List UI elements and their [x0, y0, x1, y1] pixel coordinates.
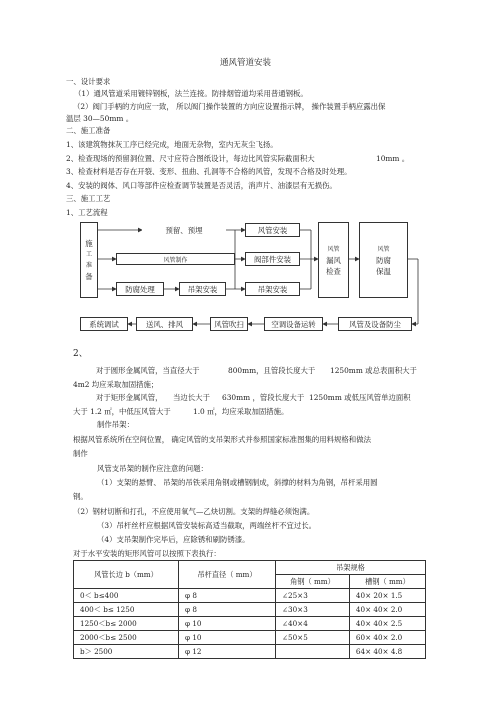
round-duct-text-c: 1250mm 或总表面积大于 — [330, 366, 417, 375]
cell-rod: φ 8 — [179, 589, 276, 603]
flow-box-dustproof: 风管及设备防尘 — [338, 317, 412, 331]
prep-item-2: 2、检查现场的预留洞位置、尺寸应符合图纸设计，每边比风管实际截面积大 — [66, 154, 315, 163]
cell-rod: φ 10 — [179, 631, 276, 645]
flow-insul-line-1: 风管 — [377, 245, 390, 253]
cell-angle: ∠25×3 — [276, 589, 350, 603]
design-item-2: （2）阀门手柄的方向应一致， 所以阀门操作装置的方向应设置指示牌， 操作装置手柄应露出保 — [73, 102, 386, 111]
cell-channel: 64× 40× 4.8 — [349, 645, 425, 659]
flow-box-hanger-install: 吊架安装 — [245, 282, 300, 296]
section-heading-process: 三、施工工艺 — [66, 194, 111, 203]
section-2-number: 2、 — [73, 349, 88, 359]
design-item-1: （1）通风管道采用镀锌钢板，法兰连接。防排烟管道均采用普通钢板。 — [74, 89, 308, 98]
flow-box-embed: 预留、预埋 — [142, 223, 226, 238]
flow-box-duct-install: 风管安装 — [245, 223, 300, 237]
flow-prep-char-3: 准 — [85, 262, 92, 269]
prep-item-2-tail: 10mm 。 — [376, 154, 410, 163]
table-row — [74, 631, 426, 645]
cell-edge: 400＜ b≤ 1250 — [74, 603, 179, 617]
cell-channel: 60× 40× 2.0 — [349, 631, 425, 645]
header-angle-steel: 角钢（ mm） — [276, 575, 350, 589]
flow-prep-char-2: 工 — [85, 251, 92, 258]
flow-prep-char-1: 施 — [85, 239, 93, 248]
note-2: （2）钢材切断和打孔，不应使用氧气—乙炔切割。支架的焊缝必须饱满。 — [73, 507, 315, 516]
cell-angle: ∠30×3 — [276, 603, 350, 617]
section-heading-prep: 二、施工准备 — [66, 126, 111, 135]
cell-angle — [276, 645, 350, 659]
cell-rod: φ 12 — [179, 645, 276, 659]
notes-heading: 风管支吊架的制作应注意的问题： — [97, 464, 208, 473]
flow-box-anticorrosion: 防腐处理 — [116, 282, 164, 296]
rect-duct-text-e: 大于 1.2 ㎡，中低压风管大于 — [73, 407, 171, 416]
table-row — [74, 603, 426, 617]
cell-channel: 40× 20× 1.5 — [349, 589, 425, 603]
cell-angle: ∠40×4 — [276, 617, 350, 631]
cell-edge: 0＜ b≤400 — [74, 589, 179, 603]
note-3: （3）吊杆丝杆应根据风管安装标高适当截取，两端丝杆不宜过长。 — [97, 521, 317, 530]
table-row — [74, 645, 426, 659]
hanger-heading: 制作吊架： — [97, 420, 134, 429]
header-long-edge: 风管长边 b（mm） — [74, 561, 179, 589]
note-1a: （1）支架的悬臂、 吊架的吊铁采用角钢或槽钢制成，斜撑的材料为角钢，吊杆采用圆 — [97, 478, 378, 487]
cell-edge: 1250＜b≤ 2000 — [74, 617, 179, 631]
cell-rod: φ 8 — [179, 603, 276, 617]
flow-box-hanger: 吊架安装 — [179, 282, 226, 296]
round-duct-text-b: 800mm，且管段长度大于 — [228, 366, 316, 375]
table-row — [74, 589, 426, 603]
rect-duct-text-a: 对于矩形金属风管， — [96, 393, 163, 402]
round-duct-text-a: 对于圆形金属风管，当直径大于 — [96, 366, 200, 375]
table-row — [74, 617, 426, 631]
flow-insul-line-3: 保温 — [376, 266, 391, 276]
prep-item-1: 1、该建筑物抹灰工序已经完成，地面无杂物，室内无灰尘飞扬。 — [66, 140, 278, 149]
rect-duct-text-b: 当边长大于 — [173, 393, 210, 402]
rect-duct-text-f: 1.0 ㎡，均应采取加固措施。 — [193, 407, 289, 416]
note-1b: 钢。 — [73, 492, 88, 501]
hanger-para-a: 根据风管系统所在空间位置， 确定风管的支吊架形式并参照国家标准图集的用料规格和做法 — [73, 435, 371, 444]
flow-box-debug: 系统调试 — [80, 317, 128, 331]
cell-channel: 40× 40× 2.0 — [349, 603, 425, 617]
note-5: 对于水平安装的矩形风管可以按照下表执行： — [73, 549, 221, 558]
flow-leak-line-1: 风管 — [327, 245, 340, 253]
flow-leak-line-2: 漏风 — [326, 255, 341, 265]
rect-duct-text-d: 1250mm 或低压风管单边面积 — [309, 393, 411, 402]
design-item-2-cont: 温层 30—50mm 。 — [66, 114, 134, 123]
round-duct-text-d: 4m2 均应采取加固措施； — [73, 380, 159, 389]
flow-box-valve-install: 阀部件安装 — [245, 252, 300, 266]
cell-channel: 40× 40× 2.5 — [349, 617, 425, 631]
doc-title: 通风管道安装 — [220, 58, 272, 68]
table-header-row — [74, 561, 426, 575]
flow-leak-line-3: 检查 — [326, 266, 341, 276]
cell-edge: b＞ 2500 — [74, 645, 179, 659]
flow-box-construction-prep — [80, 222, 98, 298]
flow-box-supply-exhaust: 送风、排风 — [136, 317, 193, 331]
flow-box-insulation — [359, 222, 408, 298]
header-channel-steel: 槽钢（ mm） — [349, 575, 425, 589]
flow-box-leak-check — [318, 222, 349, 298]
flow-box-duct-purge: 风管吹扫 — [210, 317, 248, 331]
prep-item-4: 4、安装的阀体、风口等部件应检查调节装置是否灵活，消声片、油漆层有无损伤。 — [66, 181, 337, 190]
process-flow-heading: 1、工艺流程 — [66, 208, 108, 217]
cell-edge: 2000＜b≤ 2500 — [74, 631, 179, 645]
section-heading-design: 一、设计要求 — [66, 77, 111, 86]
rect-duct-text-c: 630mm ，管段长度大于 — [222, 393, 305, 402]
cell-angle: ∠50×5 — [276, 631, 350, 645]
header-hanger-spec: 吊架规格 — [276, 561, 426, 575]
prep-item-3: 3、检查材料是否存在开裂、变形、扭曲、孔洞等不合格的风管，发现不合格及时处理。 — [66, 167, 352, 176]
flow-box-duct-make: 风管制作 — [116, 253, 235, 265]
flow-insul-line-2: 防腐 — [376, 255, 391, 265]
header-rod-diameter: 吊杆直径（ mm） — [179, 561, 276, 589]
flow-box-ac-run: 空调设备运转 — [264, 317, 323, 331]
hanger-spec-table — [73, 560, 426, 659]
flow-prep-char-4: 备 — [85, 272, 93, 281]
note-4: （4）支吊架制作完毕后，应除锈和刷防锈漆。 — [97, 535, 250, 544]
cell-rod: φ 10 — [179, 617, 276, 631]
hanger-para-b: 制作 — [73, 449, 88, 458]
